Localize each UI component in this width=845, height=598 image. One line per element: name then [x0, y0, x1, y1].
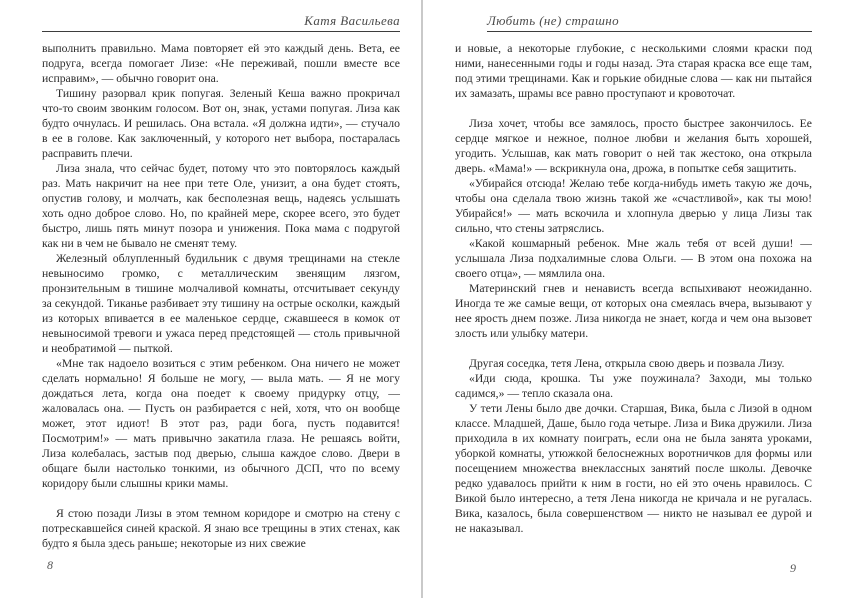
paragraph: и новые, а некоторые глубокие, с несколькими слоями краски под ними, нанесенными годы и годы назад. Эта старая краска все еще там, под этими трещинами. Как и горькие обидные слова — как ни пытайся их замазать, шрамы все равно проступают и кровоточат. — [455, 42, 812, 100]
page-number-left: 8 — [47, 558, 53, 572]
page-number-right: 9 — [790, 561, 796, 575]
paragraph: «Какой кошмарный ребенок. Мне жаль тебя от всей души! — услышала Лиза подхалимные слова Ольги. — В этом она похожа на своего отца», — мямлила она. — [455, 237, 812, 280]
page-gutter-divider — [421, 0, 423, 598]
paragraph: Тишину разорвал крик попугая. Зеленый Кеша важно прокричал что-то своим звонким голосом. Вот он, знак, устами попугая. Лиза как будто очнулась. И решилась. Она встала. «Я должна идти», — стучало в ее в голове. Как заключенный, у которого нет выбора, постаралась расправить плечи. — [42, 87, 400, 160]
book-page-right — [455, 12, 812, 536]
paragraph: Лиза знала, что сейчас будет, потому что это повторялось каждый раз. Мать накричит на нее при тете Оле, унизит, а она будет стоять, опустив голову, и молчать, как бесполезная вещь, надеясь услышать хоть одно доброе слово. Но, по крайней мере, скорее всего, это будет быстро, лишь пять минут позора и унижения. Пока мама с подругой как ни в чем не бывало не сменят тему. — [42, 162, 400, 250]
paragraph: «Иди сюда, крошка. Ты уже поужинала? Заходи, мы только садимся,» — тепло сказала она. — [455, 372, 812, 400]
paragraph: У тети Лены было две дочки. Старшая, Вика, была с Лизой в одном классе. Младшей, Даше, было года четыре. Лиза и Вика дружили. Лиза приходила в их комнату поиграть, если она не была занята уроками, уборкой комнаты, утюжкой белоснежных воротничков для формы или посещением множества внеклассных занятий после школы. Девочке редко удавалось прийти к ним в гости, но ей это очень нравилось. С Викой было интересно, а тетя Лена никогда не кричала и не ругалась. Вика, казалось, была совершенством — никто не называл ее дурой и не наказывал. — [455, 402, 812, 535]
header-rule — [487, 31, 812, 32]
paragraph: Лиза хочет, чтобы все замялось, просто быстрее закончилось. Ее сердце мягкое и нежное, полное любви и желания быть хорошей, угодить. Услышав, как мать говорит о ней так жестоко, она открыла дверь. «Мама!» — вскрикнула она, дрожа, в попытке себя защитить. — [455, 117, 812, 175]
page-body-left — [42, 41, 400, 551]
paragraph: Железный облупленный будильник с двумя трещинами на стекле невыносимо громко, с металлическим звенящим лязгом, пронзительным в тишине молчаливой комнаты, отсчитывает секунду за секундой. Тиканье разбивает эту тишину на острые осколки, каждый из которых впивается в ее маленькое сердце, сжавшееся в комок от невыносимой тревоги и ужаса перед предстоящей — столь привычной и необратимой — пыткой. — [42, 252, 400, 355]
paragraph: «Мне так надоело возиться с этим ребенком. Она ничего не может сделать нормально! Я больше не могу, — выла мать. — Я не могу дождаться лета, когда она поедет к своему придурку отцу, — жаловалась она. — Пусть он разбирается с ней, хотя, что он вообще может, этот идиот! В этот раз, ради бога, пусть подавится! Посмотрим!» — мать привычно закатила глаза. Не решаясь войти, Лиза колебалась, застыв под дверью, слыша каждое слово. Двери в общаге были настолько тонкими, из обычного ДСП, что по всему коридору были слышны крики мамы. — [42, 357, 400, 490]
book-page-left — [42, 12, 400, 551]
paragraph: «Убирайся отсюда! Желаю тебе когда-нибудь иметь такую же дочь, чтобы она сделала твою жизнь такой же «счастливой», как ты мою! Убирайся!» — мать вскочила и хлопнула дверью у лица Лизы так сильно, что стены затряслись. — [455, 177, 812, 235]
header-rule — [42, 31, 400, 32]
page-body-right — [455, 41, 812, 536]
paragraph: Другая соседка, тетя Лена, открыла свою дверь и позвала Лизу. — [469, 357, 785, 370]
paragraph: выполнить правильно. Мама повторяет ей это каждый день. Вета, ее подруга, всегда помогает Лизе: «Не переживай, пошли вместе все исправим», — обычно говорит она. — [42, 42, 400, 85]
running-header-author: Катя Васильева — [304, 13, 400, 28]
paragraph: Материнский гнев и ненависть всегда вспыхивают неожиданно. Иногда те же самые вещи, от которых она смеялась вчера, вызывают у нее ярость днем позже. Лиза никогда не знает, когда и чем она вызовет злость или улыбку матери. — [455, 282, 812, 340]
paragraph: Я стою позади Лизы в этом темном коридоре и смотрю на стену с потрескавшейся синей краской. Я знаю все трещины в этих стенах, как будто я была здесь раньше; некоторые из них свежие — [42, 507, 400, 550]
running-header-title: Любить (не) страшно — [487, 13, 620, 28]
